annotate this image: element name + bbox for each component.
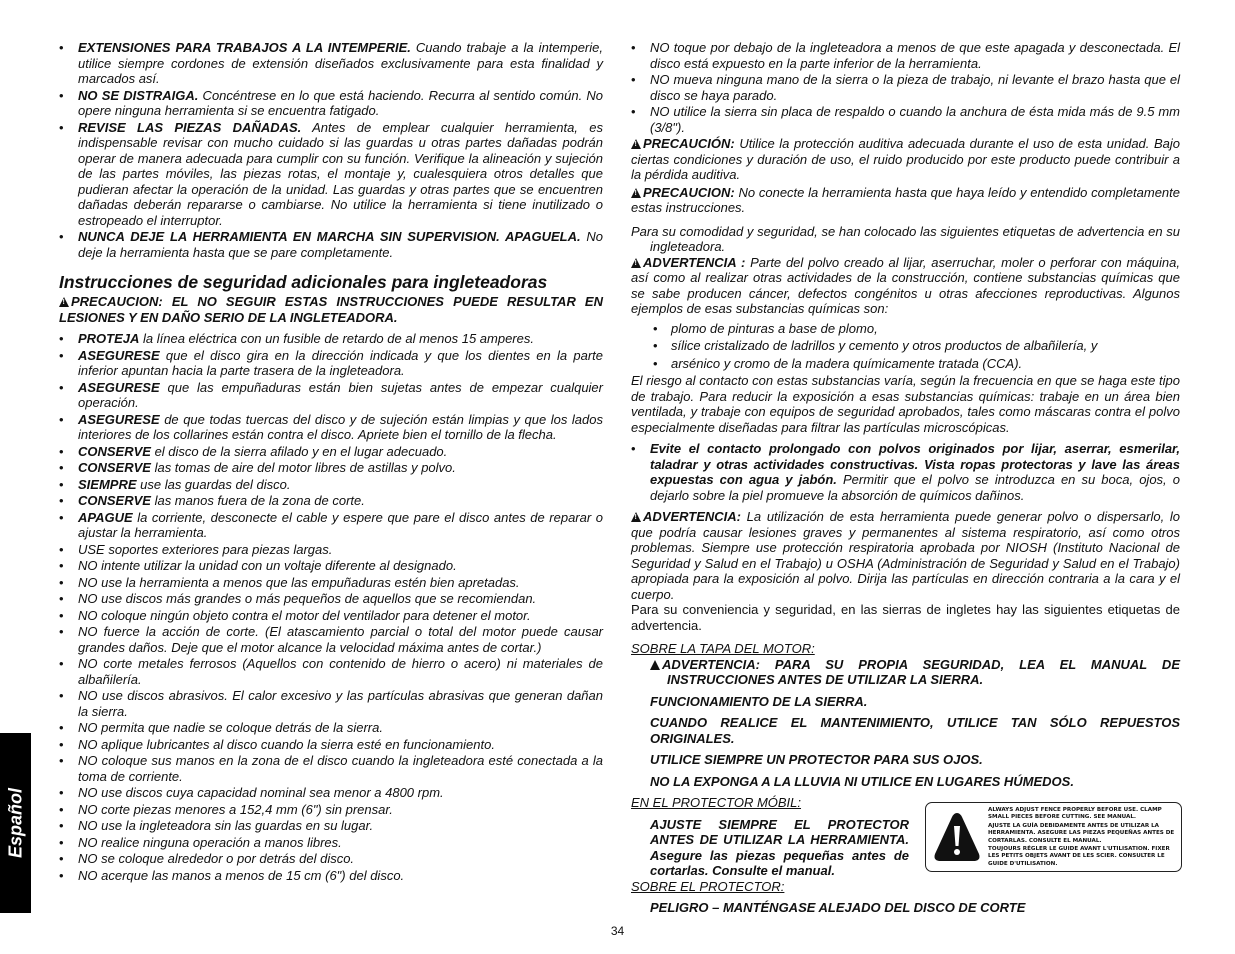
warning-triangle-icon (631, 258, 641, 268)
motor-label-line: FUNCIONAMIENTO DE LA SIERRA. (650, 693, 868, 709)
connect-caution: !PRECAUCION: No conecte la herramienta hasta que haya leído y entendido completamente estas instrucciones. (631, 185, 1180, 216)
list-item: • NO utilice la sierra sin placa de respaldo o cuando la anchura de ésta mida más de 9.5 mm (3/8"). (631, 104, 1180, 135)
list-item: • NO aplique lubricantes al disco cuando la sierra esté en funcionamiento. (59, 736, 495, 752)
mobile-guard-heading: EN EL PROTECTOR MÓBIL: (631, 795, 802, 810)
list-item: • REVISE LAS PIEZAS DAÑADAS. Antes de emplear cualquier herramienta, es indispensable revisar con mucho cuidado si las guardas u otras partes dañadas podrán operar de manera adecuada para cumplir con su función. Verifique la alineación y sujeción de las partes móviles, las piezas rotas, el montaje y, cualesquiera otros detalles que pudieran afectar la operación de la unidad. Las guardas y otras partes que se encuentren dañadas deberán repararse o cambiarse. No utilice la herramienta si tiene inutilizado o estropeado el interruptor. (59, 119, 603, 228)
list-item: • CONSERVE las tomas de aire del motor libres de astillas y polvo. (59, 460, 456, 475)
list-item: • PROTEJA la línea eléctrica con un fusible de retardo de al menos 15 amperes. (59, 331, 534, 346)
list-item: • NO use la ingleteadora sin las guardas en su lugar. (59, 818, 374, 833)
fence-warning-label (925, 802, 1182, 872)
list-item: • CONSERVE las manos fuera de la zona de corte. (59, 493, 365, 508)
list-item: • APAGUE la corriente, desconecte el cable y espere que pare el disco antes de reparar o ajustar la herramienta. (59, 509, 603, 540)
warning-triangle-icon (650, 660, 660, 670)
hearing-caution: !PRECAUCIÓN: Utilice la protección auditiva adecuada durante el uso de esta unidad. Bajo ciertas condiciones y duración de uso, el ruido producido por este producto puede contribuir a la pérdida auditiva. (631, 136, 1180, 183)
avoid-contact-item: • Evite el contacto prolongado con polvos originados por lijar, aserrar, esmerilar, taladrar y otras actividades constructivas. Vista ropas protectoras y lave las áreas expuestas con agua y jabón. Permitir que el polvo se introduzca en su boca, ojos, o dejarlo sobre la piel promueve la absorción de químicos dañinos. (631, 441, 1180, 503)
respiratory-warning: !ADVERTENCIA: La utilización de esta herramienta puede generar polvo o dispersarlo, lo que podría causar lesiones graves y permanentes al sistema respiratorio, así como otros problemas. Siempre use protección respiratoria aprobada por NIOSH (Instituto Nacional de Seguridad y Salud en el Trabajo) u OSHA (Administración de Seguridad y Salud en el Trabajo) apropiada para la exposición al polvo. Dirija las partículas en dirección contraria a la cara y el cuerpo. (631, 509, 1180, 602)
warning-triangle-icon (59, 297, 69, 307)
mobile-guard-text: AJUSTE SIEMPRE EL PROTECTOR ANTES DE UTILIZAR LA HERRAMIENTA. Asegure las piezas pequeñas antes de cortarlas. Consulte el manual. (650, 816, 909, 878)
label-line: TOUJOURS RÉGLER LE GUIDE AVANT L'UTILISATION. FIXER LES PETITS OBJETS AVANT DE LES SCIER. CONSULTER LE GUIDE D'UTILISATION. (988, 846, 1170, 867)
chemical-list (631, 321, 1180, 372)
motor-label-line: UTILICE SIEMPRE UN PROTECTOR PARA SUS OJOS. (650, 752, 983, 767)
list-item: • NO SE DISTRAIGA. Concéntrese en lo que está haciendo. Recurra al sentido común. No opere ninguna herramienta si se encuentra fatigado. (59, 87, 603, 118)
list-item: • NO realice ninguna operación a manos libres. (59, 834, 342, 850)
list-item: • NO mueva ninguna mano de la sierra o la pieza de trabajo, ni levante el brazo hasta que el disco se haya parado. (631, 72, 1180, 103)
list-item: • CONSERVE el disco de la sierra afilado y en el lugar adecuado. (59, 443, 448, 459)
list-item: • NO acerque las manos a menos de 15 cm (6") del disco. (59, 867, 405, 883)
general-safety-list (59, 40, 603, 260)
list-item: • NO use discos más grandes o más pequeños de aquellos que se recomiendan. (59, 591, 537, 606)
motor-cover-heading: SOBRE LA TAPA DEL MOTOR: (631, 641, 815, 656)
motor-label-lines (631, 694, 1180, 790)
list-item: • NO use discos abrasivos. El calor excesivo y las partículas abrasivas que generan dañan la sierra. (59, 688, 603, 719)
list-item: • NO toque por debajo de la ingleteadora a menos de que este apagada y desconectada. El disco está expuesto en la parte inferior de la herramienta. (631, 40, 1180, 71)
warning-triangle-icon (631, 512, 641, 522)
guard-heading: SOBRE EL PROTECTOR: (631, 878, 785, 894)
list-item: • NO coloque sus manos en la zona de el disco cuando la ingleteadora esté conectada a la toma de corriente. (59, 753, 603, 784)
miter-labels-intro: Para su conveniencia y seguridad, en las sierras de ingletes hay las siguientes etiquetas de advertencia. (631, 602, 1180, 633)
chemical-item: • plomo de pinturas a base de plomo, (653, 320, 878, 336)
list-item: • NO corte metales ferrosos (Aquellos con contenido de hierro o acero) ni materiales de albañilería. (59, 656, 603, 687)
list-item: • USE soportes exteriores para piezas largas. (59, 541, 333, 557)
right-column (631, 40, 1180, 916)
list-item: • NO coloque ningún objeto contra el motor del ventilador para detener el motor. (59, 607, 531, 623)
page-number: 34 (610, 924, 625, 938)
list-item: • SIEMPRE use las guardas del disco. (59, 476, 291, 492)
list-item: • ASEGURESE que el disco gira en la dirección indicada y que los dientes en la parte inferior apuntan hacia la parte trasera de la ingleteadora. (59, 347, 603, 378)
list-item: • NO use la herramienta a menos que las empuñaduras estén bien apretadas. (59, 574, 520, 590)
list-item: • ASEGURESE que las empuñaduras están bien sujetas antes de empezar cualquier operación. (59, 379, 603, 410)
list-item: • NUNCA DEJE LA HERRAMIENTA EN MARCHA SIN SUPERVISION. APAGUELA. No deje la herramienta hasta que se pare completamente. (59, 229, 603, 260)
label-line: AJUSTE LA GUÍA DEBIDAMENTE ANTES DE UTILIZAR LA HERRAMIENTA. ASEGURE LAS PIEZAS PEQUEÑAS ANTES DE CORTARLAS. CONSULTE EL MANUAL. (988, 822, 1175, 844)
warning-triangle-icon (631, 139, 641, 149)
list-item: • NO use discos cuya capacidad nominal sea menor a 4800 rpm. (59, 785, 444, 800)
label-line: ALWAYS ADJUST FENCE PROPERLY BEFORE USE. CLAMP SMALL PIECES BEFORE CUTTING. SEE MANUAL. (988, 807, 1162, 821)
list-item: • NO permita que nadie se coloque detrás de la sierra. (59, 720, 383, 735)
chemical-item: • sílice cristalizado de ladrillos y cemento y otros productos de albañilería, y (653, 338, 1098, 353)
risk-paragraph: El riesgo al contacto con estas substancias varía, según la frecuencia en que se haga este tipo de trabajo. Para reducir la exposición a esas substancias químicas: trabaje en un área bien ventilada, y trabaje con equipos de seguridad aprobados, tales como máscaras contra el polvo especialmente diseñadas para filtrar las partículas microscópicas. (631, 373, 1180, 435)
language-tab: Español (0, 733, 31, 913)
miter-safety-list (59, 331, 603, 883)
list-item: • NO fuerce la acción de corte. (El atascamiento parcial o total del motor puede causar grandes daños. Deje que el motor alcance la velocidad máxima antes de cortar.) (59, 624, 603, 655)
dust-warning: !ADVERTENCIA : Parte del polvo creado al lijar, aserruchar, moler o perforar con máquina, así como al realizar otras actividades de la construcción, contiene substancias químicas que se sabe producen cáncer, defectos congénitos u otras afecciones reproductivas. Algunos ejemplos de esas substancias químicas son: (631, 255, 1180, 317)
label-text (988, 807, 1176, 869)
right-bullet-list (631, 40, 1180, 135)
list-item: • NO corte piezas menores a 152,4 mm (6") sin prensar. (59, 801, 393, 817)
list-item: • ASEGURESE de que todas tuercas del disco y de sujeción están limpias y que los lados interiores de los collarines están contra el disco. Apriete bien el tornillo de la flecha. (59, 411, 603, 442)
motor-label-line: CUANDO REALICE EL MANTENIMIENTO, UTILICE TAN SÓLO REPUESTOS ORIGINALES. (650, 715, 1180, 746)
list-item: • NO intente utilizar la unidad con un voltaje diferente al designado. (59, 558, 457, 573)
labels-intro: Para su comodidad y seguridad, se han colocado las siguientes etiquetas de advertencia en su ingleteadora. (631, 223, 1180, 254)
warning-triangle-icon (631, 188, 641, 198)
guard-text: PELIGRO – MANTÉNGASE ALEJADO DEL DISCO DE CORTE (650, 900, 1026, 915)
motor-label-line: NO LA EXPONGA A LA LLUVIA NI UTILICE EN LUGARES HÚMEDOS. (650, 773, 1074, 789)
ingleteadora-caution: !PRECAUCION: EL NO SEGUIR ESTAS INSTRUCCIONES PUEDE RESULTAR EN LESIONES Y EN DAÑO SERIO DE LA INGLETEADORA. (59, 294, 603, 325)
list-item: • NO se coloque alrededor o por detrás del disco. (59, 851, 355, 866)
motor-warning: !ADVERTENCIA: PARA SU PROPIA SEGURIDAD, LEA EL MANUAL DE INSTRUCCIONES ANTES DE UTILIZAR LA SIERRA. (631, 657, 1180, 688)
section-heading: Instrucciones de seguridad adicionales para ingleteadoras (59, 272, 548, 292)
left-column (59, 40, 603, 884)
list-item: • EXTENSIONES PARA TRABAJOS A LA INTEMPERIE. Cuando trabaje a la intemperie, utilice siempre cordones de extensión diseñados exclusivamente para esta finalidad y marcados así. (59, 40, 603, 86)
warning-triangle-icon (932, 810, 982, 864)
chemical-item: • arsénico y cromo de la madera químicamente tratada (CCA). (653, 355, 1023, 371)
